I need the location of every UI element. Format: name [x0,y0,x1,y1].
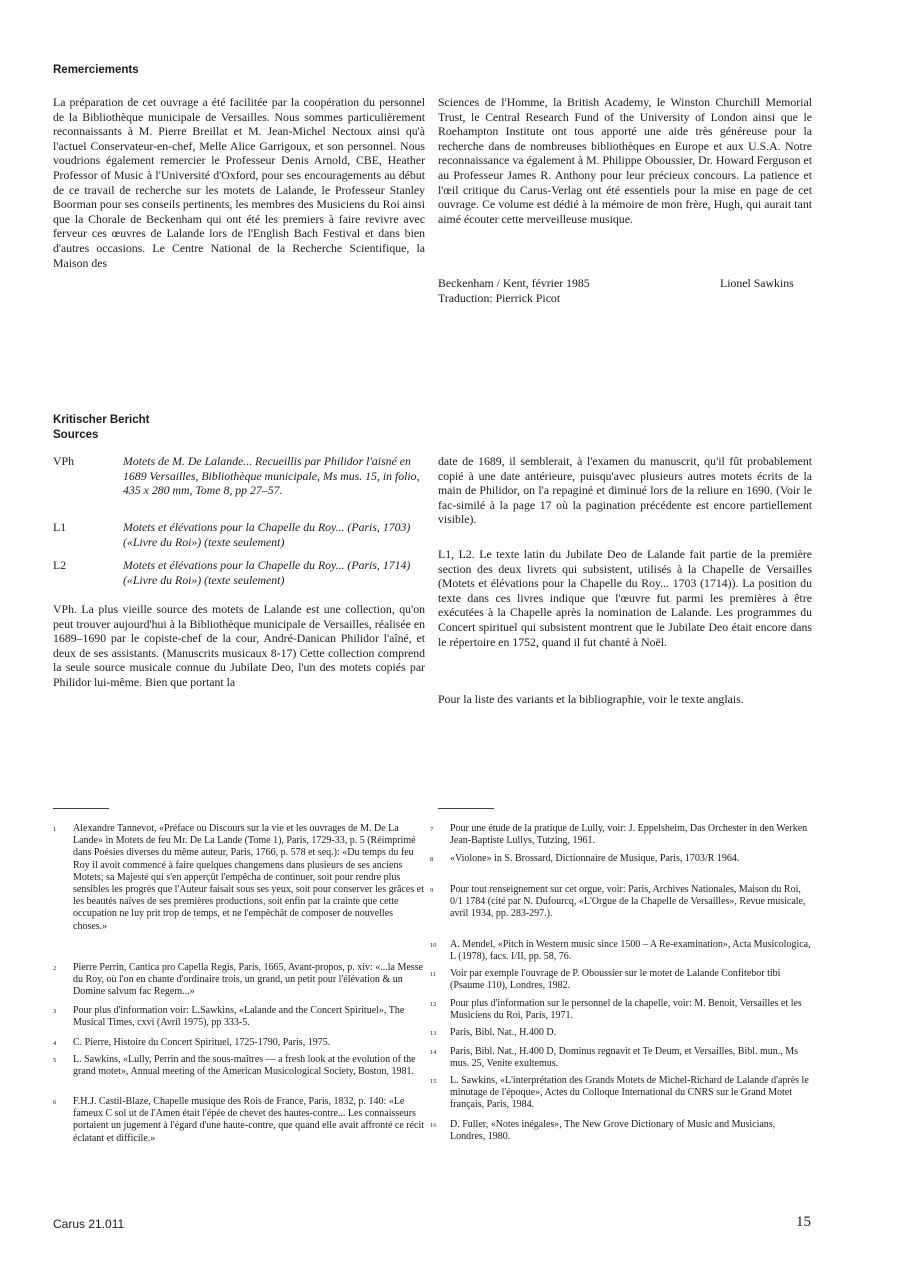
footnote-text: Paris, Bibl. Nat., H.400 D. [450,1027,557,1038]
footnote-text: Voir par exemple l'ouvrage de P. Oboussier sur le motet de Lalande Confitebor tibi (Psaume 110), Londres, 1982. [450,968,781,992]
remerciements-heading: Remerciements [53,64,139,76]
footnote-number: 1 [53,826,57,833]
variants-note: Pour la liste des variants et la bibliographie, voir le texte anglais. [438,692,744,706]
footnote-number: 7 [430,826,434,833]
footnote-number: 9 [430,887,434,894]
footnote-number: 13 [430,1030,437,1037]
footnote-number: 12 [430,1001,437,1008]
footnote-rule [53,808,109,809]
vph-paragraph-continued: date de 1689, il semblerait, à l'examen du manuscrit, qu'il fût probablement copié à une date antérieure, puisqu'avec plusieurs autres motets écrits de la main de Philidor, on l'a repaginé et diminué lors de la reliure en 1690. (Voir le fac-similé à la page 17 où la pagination précédente est encore partiellement visible). [438,454,812,527]
footnote-number: 4 [53,1040,57,1047]
footnote [430,853,812,881]
footnote-text: Pour plus d'information voir: L.Sawkins, «Lalande and the Concert Spirituel», The Musical Times, cxvi (Avril 1975), pp 333-5. [73,1005,405,1029]
footnote-text: «Violone» in S. Brossard, Dictionnaire de Musique, Paris, 1703/R 1964. [450,853,740,864]
footnote [53,1096,425,1158]
footnote-text: Pour plus d'information sur le personnel de la chapelle, voir: M. Benoit, Versailles et les Musiciens du Roi, Paris, 1971. [450,998,802,1022]
footnote-text: D. Fuller, «Notes inégales», The New Grove Dictionary of Music and Musicians, Londres, 1980. [450,1119,776,1143]
footnote-number: 3 [53,1008,57,1015]
footnote-number: 15 [430,1078,437,1085]
footnote [430,998,812,1026]
footnote-text: L. Sawkins, «L'interprétation des Grands Motets de Michel-Richard de Lalande d'après le minutage de l'époque», Actes du Colloque International du CNRS sur le Grand Motet français, Paris, 1984. [450,1075,809,1111]
footnote [53,1037,425,1053]
footnote-rule [438,808,494,809]
footnote [430,968,812,996]
footnote-number: 8 [430,856,434,863]
footnote [430,823,812,851]
footnote-text: Pierre Perrin, Cantica pro Capella Regis, Paris, 1665, Avant-propos, p. xiv: «...la Messe du Roy, où l'on en chante d'ordinaire trois, un grand, un petit pour l'élévation & un Domine salvum fac Regem...» [73,962,424,998]
page-number: 15 [796,1214,811,1230]
vph-paragraph: VPh. La plus vieille source des motets de Lalande est une collection, qu'on peut trouver aujourd'hui à la Bibliothèque municipale de Versailles, réalisée en 1689–1690 par le copiste-chef de la cour, André-Danican Philidor l'aîné, et deux de ses assistants. (Manuscrits musicaux 8-17) Cette collection comprend la seule source musicale connue du Jubilate Deo, l'un des motets copiés par Philidor lui-même. Bien que portant la [53,602,425,689]
footnote [53,962,425,1002]
source-description: Motets et élévations pour la Chapelle du Roy... (Paris, 1714) («Livre du Roi») (texte seulement) [123,558,411,587]
footnote [430,939,812,967]
footnote [430,1046,812,1074]
l1-l2-paragraph: L1, L2. Le texte latin du Jubilate Deo de Lalande fait partie de la première section des deux livrets qui subsistent, utilisés à la Chapelle de Versailles (Motets et élévations pour la Chapelle du Roy... 1703 (1714)). La position du texte dans ces livres indique que l'œuvre fut parmi les premières à être exécutées à la Chapelle après la nomination de Lalande. Les programmes du Concert spirituel qui subsistent montrent que le Jubilate Deo était encore dans le répertoire en 1752, quand il fut chanté à Noël. [438,547,812,649]
source-entry [53,454,425,514]
source-siglum: VPh [53,454,74,468]
footnote [430,1075,812,1115]
footnote-number: 16 [430,1122,437,1129]
footnote-text: A. Mendel, «Pitch in Western music since 1500 – A Re-examination», Acta Musicologica, L (1978), facs. I/II, pp. 58, 76. [450,939,811,963]
source-siglum: L2 [53,558,67,572]
kritischer-bericht-heading: Kritischer Bericht [53,414,150,426]
footnote [430,1119,812,1147]
footnote-text: L. Sawkins, «Lully, Perrin and the sous-maîtres — a fresh look at the evolution of the grand motet», Annual meeting of the American Musicological Society, Boston, 1981. [73,1054,416,1078]
footnote [53,1054,425,1094]
footnote-text: Paris, Bibl. Nat., H.400 D, Dominus regnavit et Te Deum, et Versailles, Bibl. mun., Ms mus. 25, Venite exultemus. [450,1046,799,1070]
footnote [430,884,812,934]
sources-heading: Sources [53,429,99,441]
source-description: Motets et élévations pour la Chapelle du Roy... (Paris, 1703) («Livre du Roi») (texte seulement) [123,520,411,549]
remerciements-left-column: La préparation de cet ouvrage a été facilitée par la coopération du personnel de la Bibliothèque municipale de Versailles. Nous sommes particulièrement reconnaissants à M. Pierre Breillat et M. Jean-Michel Nectoux ainsi qu'à l'actuel Conservateur-en-chef, Melle Alice Garrigoux, et son personnel. Nous voudrions également remercier le Professeur Denis Arnold, CBE, Heather Professor of Music à l'Université d'Oxford, pour ses encouragements au début de ce travail de recherche sur les motets de Lalande, le Professeur Stanley Boorman pour ses conseils pertinents, les membres des Musiciens du Roi ainsi que la Chorale de Beckenham qui ont été les premiers à faire revivre avec ferveur ces œuvres de Lalande lors de l'English Bach Festival et dans bien d'autres occasions. Le Centre National de la Recherche Scientifique, la Maison des [53,95,425,270]
source-entry [53,520,425,552]
remerciements-right-column: Sciences de l'Homme, la British Academy, le Winston Churchill Memorial Trust, le Central Research Fund of the University of London ainsi que le Roehampton Institute ont tous apporté une aide très généreuse pour la recherche dans de nombreuses bibliothèques en Europe et aux U.S.A. Notre reconnaissance va également à M. Philippe Oboussier, Dr. Howard Ferguson et au Professeur James R. Anthony pour leur précieux concours. La patience et l'œil critique du Carus-Verlag ont été essentiels pour la mise en page de cet ouvrage. Ce volume est dédié à la mémoire de mon frère, Hugh, qui aurait tant aimé écouter cette merveilleuse musique. [438,95,812,226]
footnote-text: C. Pierre, Histoire du Concert Spirituel, 1725-1790, Paris, 1975. [73,1037,331,1048]
footnote-text: Pour une étude de la pratique de Lully, voir: J. Eppelsheim, Das Orchester in den Werken Jean-Baptiste Lullys, Tutzing, 1961. [450,823,808,847]
footnote-text: F.H.J. Castil-Blaze, Chapelle musique des Rois de France, Paris, 1832, p. 140: «Le fameux C sol ut de l'Amen était l'épée de chevet des hautes-contre... Les connaisseurs portaient un jugement à l'égard d'une haute-contre, que quand elle avait affronté ce récit éclatant et difficile.» [73,1096,425,1144]
source-description: Motets de M. De Lalande... Recueillis par Philidor l'aisné en 1689 Versailles, Bibliothèque municipale, Ms mus. 15, in folio, 435 x 280 mm, Tome 8, pp 27–57. [123,454,420,498]
signature-translation: Traduction: Pierrick Picot [438,291,561,305]
footnote-number: 10 [430,942,437,949]
footnote-number: 14 [430,1049,437,1056]
source-entry [53,558,425,590]
footnote-text: Pour tout renseignement sur cet orgue, voir: Paris, Archives Nationales, Maison du Roi, 0/1 1784 (cité par N. Dufourcq, «L'Orgue de la Chapelle de Versailles», Revue musicale, avril 1934, pp. 283-297.). [450,884,806,920]
footnote-text: Alexandre Tannevot, «Préface ou Discours sur la vie et les ouvrages de M. De La Lande» in Motets de feu Mr. De La Lande (Tome 1), Paris, 1729-33, p. 5 (Réimprimé dans Poésies diverses du même auteur, Paris, 1766, p. 578 et seq.): «Du temps du feu Roy il avoit commencé à faire quelques changemens dans plusieurs de ses anciens Motets; sa Majesté qui s'en apperçût l'empêcha de continuer, soit pour rendre plus sensibles les progrès que l'Auteur faisait sous ses yeux, soit pour conserver les grâces et les beautés naïves de ses premières productions, soit enfin par la crainte que cette occupation ne luy prit trop de temps, et ne l'empêchât de composer de nouvelles choses.» [73,823,424,932]
footnote-number: 2 [53,965,57,972]
footnote [430,1027,812,1043]
signature-author: Lionel Sawkins [720,276,794,290]
footnote [53,823,425,958]
footnote [53,1005,425,1033]
footnote-number: 5 [53,1057,57,1064]
footnote-number: 6 [53,1099,57,1106]
source-siglum: L1 [53,520,67,534]
signature-place-date: Beckenham / Kent, février 1985 [438,276,590,290]
footer-publisher-ref: Carus 21.011 [53,1217,125,1231]
footnote-number: 11 [430,971,437,978]
